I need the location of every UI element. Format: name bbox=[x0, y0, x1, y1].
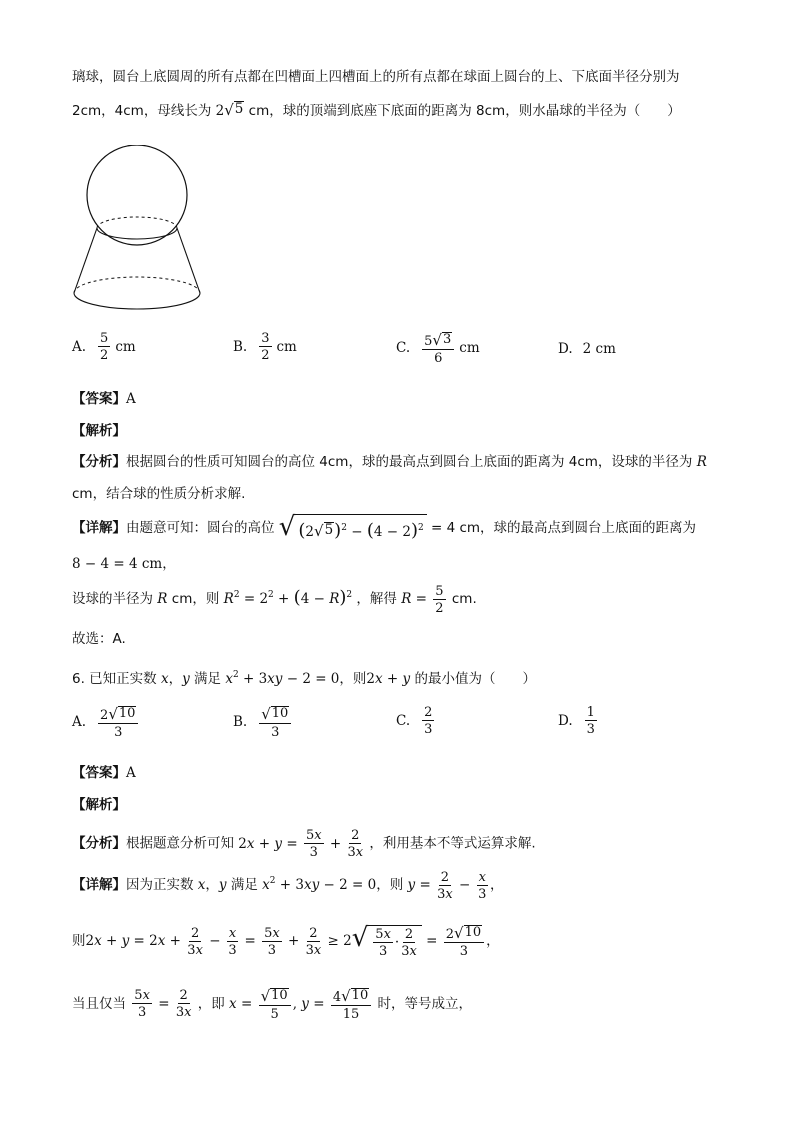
sphere-frustum-figure bbox=[70, 145, 210, 315]
problem6-fenxi: 【分析】根据题意分析可知 2x + y = $\frac{5x}{3}$ + $\frac{2}{3x}$ ，利用基本不等式运算求解. bbox=[72, 828, 536, 860]
problem5-choose: 故选：A. bbox=[72, 631, 126, 647]
fenxi-identity: 2x + y = $\frac{5x}{3}$ + $\frac{2}{3x}$ bbox=[238, 828, 364, 860]
problem5-option-c[interactable]: C. 5 √ 3 6 cm bbox=[396, 330, 480, 366]
problem6-option-d[interactable]: D. $\frac{1}{3}$ bbox=[558, 705, 595, 737]
problem5-answer: 【答案】A bbox=[72, 391, 136, 407]
problem6-option-a[interactable]: A. 2 √ 10 3 bbox=[72, 706, 140, 739]
problem5-analysis-tag: 【解析】 bbox=[72, 423, 126, 439]
frustum-height-formula: √ (2 √ 5 )$^2 - (4 - 2)^2$ bbox=[279, 514, 427, 543]
sphere-radius-equation: $R^2 = 2^2 + (4 - R)^2$ bbox=[223, 587, 353, 608]
sphere-circle bbox=[87, 145, 187, 245]
problem5-intro-line2: 2cm，4cm，母线长为 2 √ 5 cm，球的顶端到底座下底面的距离为 8cm，则水晶球的半径为（ ） bbox=[72, 101, 681, 119]
problem5-option-a[interactable]: A. $\frac{5}{2}$ cm bbox=[72, 331, 136, 363]
problem5-detail-line3: 设球的半径为 R cm，则 $R^2 = 2^2 + (4 - R)^2$ ，解得 R = $\frac{5}{2}$ cm. bbox=[72, 583, 477, 616]
upper-base-back bbox=[97, 217, 177, 228]
lower-base-back bbox=[74, 277, 200, 293]
problem6-option-c[interactable]: C. $\frac{2}{3}$ bbox=[396, 705, 433, 737]
inequality-chain: 2x + y = 2x + $\frac{2}{3x}$ − $\frac{x}{3}$ = $\frac{5x}{3}$ + $\frac{2}{3x}$ ≥ 2 √ $\frac{5x}{3}$ · $\frac{2}{3x}$ = 2 √ 10 3 bbox=[86, 933, 487, 949]
equality-values: x = √ 10 5 , y = 4 √ 10 15 bbox=[229, 996, 373, 1012]
frustum-right-edge bbox=[177, 228, 200, 293]
problem6-analysis-tag: 【解析】 bbox=[72, 797, 126, 813]
problem6-detail-line2: 则2x + y = 2x + $\frac{2}{3x}$ − $\frac{x}{3}$ = $\frac{5x}{3}$ + $\frac{2}{3x}$ ≥ 2 √ $\frac{5x}{3}$ · $\frac{2}{3x}$ = 2 √ 10 3 ， bbox=[72, 923, 500, 959]
frustum-left-edge bbox=[74, 228, 97, 293]
sphere-radius-result: R = $\frac{5}{2}$ bbox=[401, 583, 444, 616]
problem5-fenxi-line2: cm，结合球的性质分析求解. bbox=[72, 486, 246, 502]
problem5-intro-line1: 璃球，圆台上底圆周的所有点都在凹槽面上四槽面上的所有点都在球面上圆台的上、下底面半径分别为 bbox=[72, 69, 680, 85]
problem5-detail-line2: 8 − 4 = 4 cm， bbox=[72, 556, 176, 572]
problem6-stem: 6. 已知正实数 x，y 满足 $x^2 + 3xy - 2 = 0$，则2x + y 的最小值为（ ） bbox=[72, 670, 536, 687]
upper-base-front bbox=[97, 228, 177, 239]
problem5-option-b[interactable]: B. $\frac{3}{2}$ cm bbox=[233, 331, 297, 363]
y-expression: y = $\frac{2}{3x}$ − $\frac{x}{3}$ bbox=[407, 869, 487, 902]
problem5-detail-line1: 【详解】由题意可知：圆台的高位 √ (2 √ 5 )$^2 - (4 - 2)^2$ = 4 cm，球的最高点到圆台上底面的距离为 bbox=[72, 512, 697, 542]
problem5-option-d[interactable]: D. 2 cm bbox=[558, 341, 616, 357]
problem6-detail-line3: 当且仅当 $\frac{5x}{3}$ = $\frac{2}{3x}$ ，即 x = √ 10 5 , y = 4 √ 10 15 时，等号成立， bbox=[72, 986, 473, 1022]
problem5-fenxi-line1: 【分析】根据圆台的性质可知圆台的高位 4cm，球的最高点到圆台上底面的距离为 4cm，设球的半径为 R bbox=[72, 454, 707, 470]
problem6-detail-line1: 【详解】因为正实数 x，y 满足 $x^2 + 3xy - 2 = 0$，则 y = $\frac{2}{3x}$ − $\frac{x}{3}$ ， bbox=[72, 869, 504, 902]
equality-condition: $\frac{5x}{3}$ = $\frac{2}{3x}$ bbox=[134, 988, 192, 1021]
problem6-option-b[interactable]: B. √ 10 3 bbox=[233, 706, 293, 739]
lower-base-front bbox=[74, 293, 200, 309]
problem6-answer: 【答案】A bbox=[72, 765, 136, 781]
